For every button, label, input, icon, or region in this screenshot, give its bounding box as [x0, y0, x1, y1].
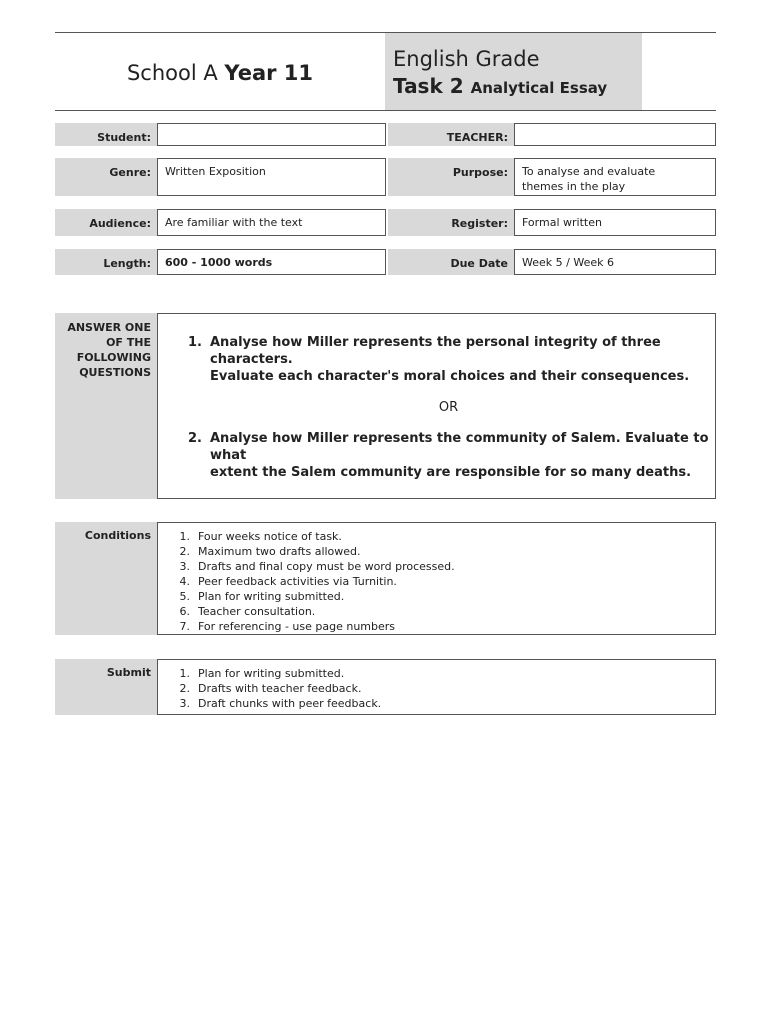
conditions-box: [157, 522, 716, 635]
audience-field: Are familiar with the text: [157, 209, 386, 236]
questions-label: ANSWER ONE OF THE FOLLOWING QUESTIONS: [55, 313, 157, 499]
questions-box: [157, 313, 716, 499]
submit-box: [157, 659, 716, 715]
condition-item: 5. Plan for writing submitted.: [179, 590, 345, 603]
submit-label: Submit: [55, 659, 157, 715]
submit-item: 2. Drafts with teacher feedback.: [179, 682, 362, 695]
year-level: Year 11: [224, 61, 314, 85]
register-label: Register:: [388, 209, 514, 236]
condition-item: 1. Four weeks notice of task.: [179, 530, 342, 543]
submit-item: 1. Plan for writing submitted.: [179, 667, 345, 680]
subject-title: English Grade: [393, 47, 540, 71]
audience-label: Audience:: [55, 209, 157, 236]
task-number: Task 2: [393, 74, 464, 98]
register-field: Formal written: [514, 209, 716, 236]
or-separator: OR: [438, 400, 459, 415]
purpose-line-2: themes in the play: [522, 180, 626, 193]
condition-item: 3. Drafts and final copy must be word processed.: [179, 560, 455, 573]
question-2: 2. Analyse how Miller represents the community of Salem. Evaluate to what extent the Salem community are responsible for so many deaths.: [188, 431, 709, 480]
student-field[interactable]: [157, 123, 386, 146]
length-field: 600 - 1000 words: [157, 249, 386, 275]
conditions-label: Conditions: [55, 522, 157, 635]
teacher-field[interactable]: [514, 123, 716, 146]
submit-item: 3. Draft chunks with peer feedback.: [179, 697, 382, 710]
student-label: Student:: [55, 123, 157, 146]
question-1: 1. Analyse how Miller represents the personal integrity of three characters. Evaluate each character's moral choices and their consequences.: [188, 335, 690, 384]
purpose-line-1: To analyse and evaluate: [522, 165, 656, 178]
condition-item: 7. For referencing - use page numbers: [179, 620, 396, 633]
header-bottom-rule: [55, 110, 716, 111]
due-date-field: Week 5 / Week 6: [514, 249, 716, 275]
condition-item: 4. Peer feedback activities via Turnitin.: [179, 575, 397, 588]
due-date-label: Due Date: [388, 249, 514, 275]
genre-label: Genre:: [55, 158, 157, 196]
condition-item: 2. Maximum two drafts allowed.: [179, 545, 361, 558]
school-heading: [55, 33, 385, 111]
purpose-label: Purpose:: [388, 158, 514, 196]
condition-item: 6. Teacher consultation.: [179, 605, 316, 618]
school-name: School A: [126, 61, 218, 85]
task-type: Analytical Essay: [470, 79, 608, 97]
task-heading: [385, 33, 642, 110]
length-label: Length:: [55, 249, 157, 275]
teacher-label: TEACHER:: [388, 123, 514, 146]
genre-field: Written Exposition: [157, 158, 386, 196]
purpose-field: [514, 158, 716, 196]
